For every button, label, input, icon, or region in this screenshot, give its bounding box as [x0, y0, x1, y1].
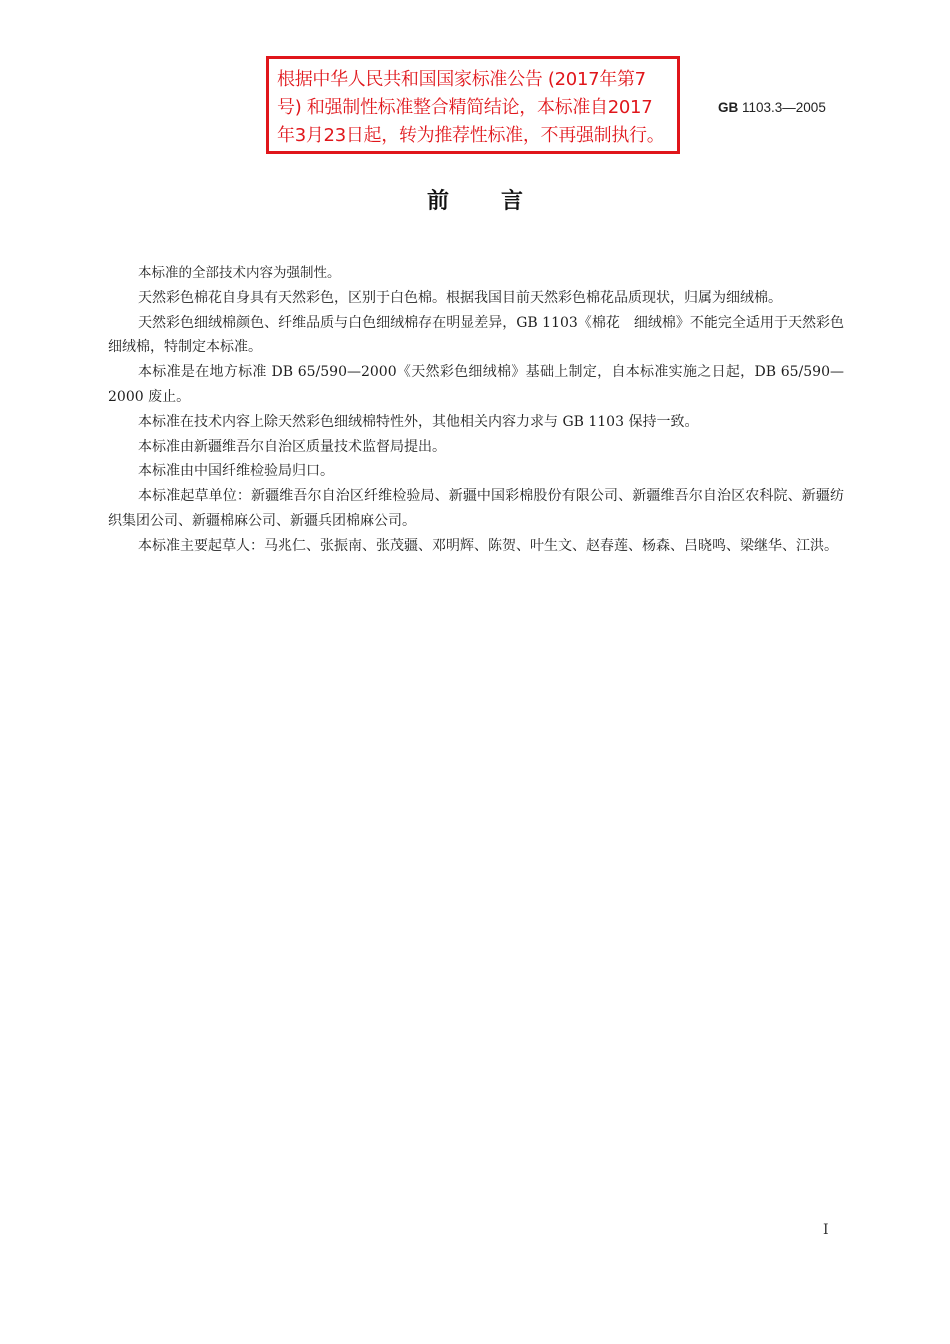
section-title: 前言: [426, 189, 575, 214]
page-number: I: [823, 1222, 829, 1238]
paragraph-proposed-by: 本标准由新疆维吾尔自治区质量技术监督局提出。: [138, 438, 446, 455]
paragraph-mandatory: 本标准的全部技术内容为强制性。: [138, 265, 341, 281]
mandatory-status-notice: [266, 56, 680, 154]
standard-prefix: GB: [718, 100, 739, 115]
paragraph-differences: 天然彩色细绒棉颜色、纤维品质与白色细绒棉存在明显差异，GB 1103《棉花 细绒棉》不能完全适用于天然彩色细绒棉，特制定本标准。: [108, 314, 844, 356]
notice-line-3: 年3月23日起，转为推荐性标准，不再强制执行。: [277, 125, 665, 146]
paragraph-drafters: 本标准主要起草人：马兆仁、张振南、张茂疆、邓明辉、陈贺、叶生文、赵春莲、杨森、吕晓鸣、梁继华、江洪。: [138, 537, 838, 554]
paragraph-centralized-by: 本标准由中国纤维检验局归口。: [138, 463, 334, 480]
standard-number: [718, 100, 826, 115]
paragraph-colored-cotton: 天然彩色棉花自身具有天然彩色，区别于白色棉。根据我国目前天然彩色棉花品质现状，归属为细绒棉。: [138, 289, 782, 306]
paragraph-consistency: 本标准在技术内容上除天然彩色细绒棉特性外，其他相关内容力求与 GB 1103 保持一致。: [138, 413, 699, 430]
foreword-body: [108, 261, 844, 559]
paragraph-drafting-units: 本标准起草单位：新疆维吾尔自治区纤维检验局、新疆中国彩棉股份有限公司、新疆维吾尔自治区农科院、新疆纺织集团公司、新疆棉麻公司、新疆兵团棉麻公司。: [108, 488, 844, 529]
notice-line-2: 号) 和强制性标准整合精简结论，本标准自2017: [277, 97, 653, 118]
notice-line-1: 根据中华人民共和国国家标准公告 (2017年第7: [277, 69, 646, 90]
standard-code: 1103.3—2005: [738, 100, 826, 115]
paragraph-basis: 本标准是在地方标准 DB 65/590—2000《天然彩色细绒棉》基础上制定，自本标准实施之日起，DB 65/590—2000 废止。: [108, 364, 844, 405]
